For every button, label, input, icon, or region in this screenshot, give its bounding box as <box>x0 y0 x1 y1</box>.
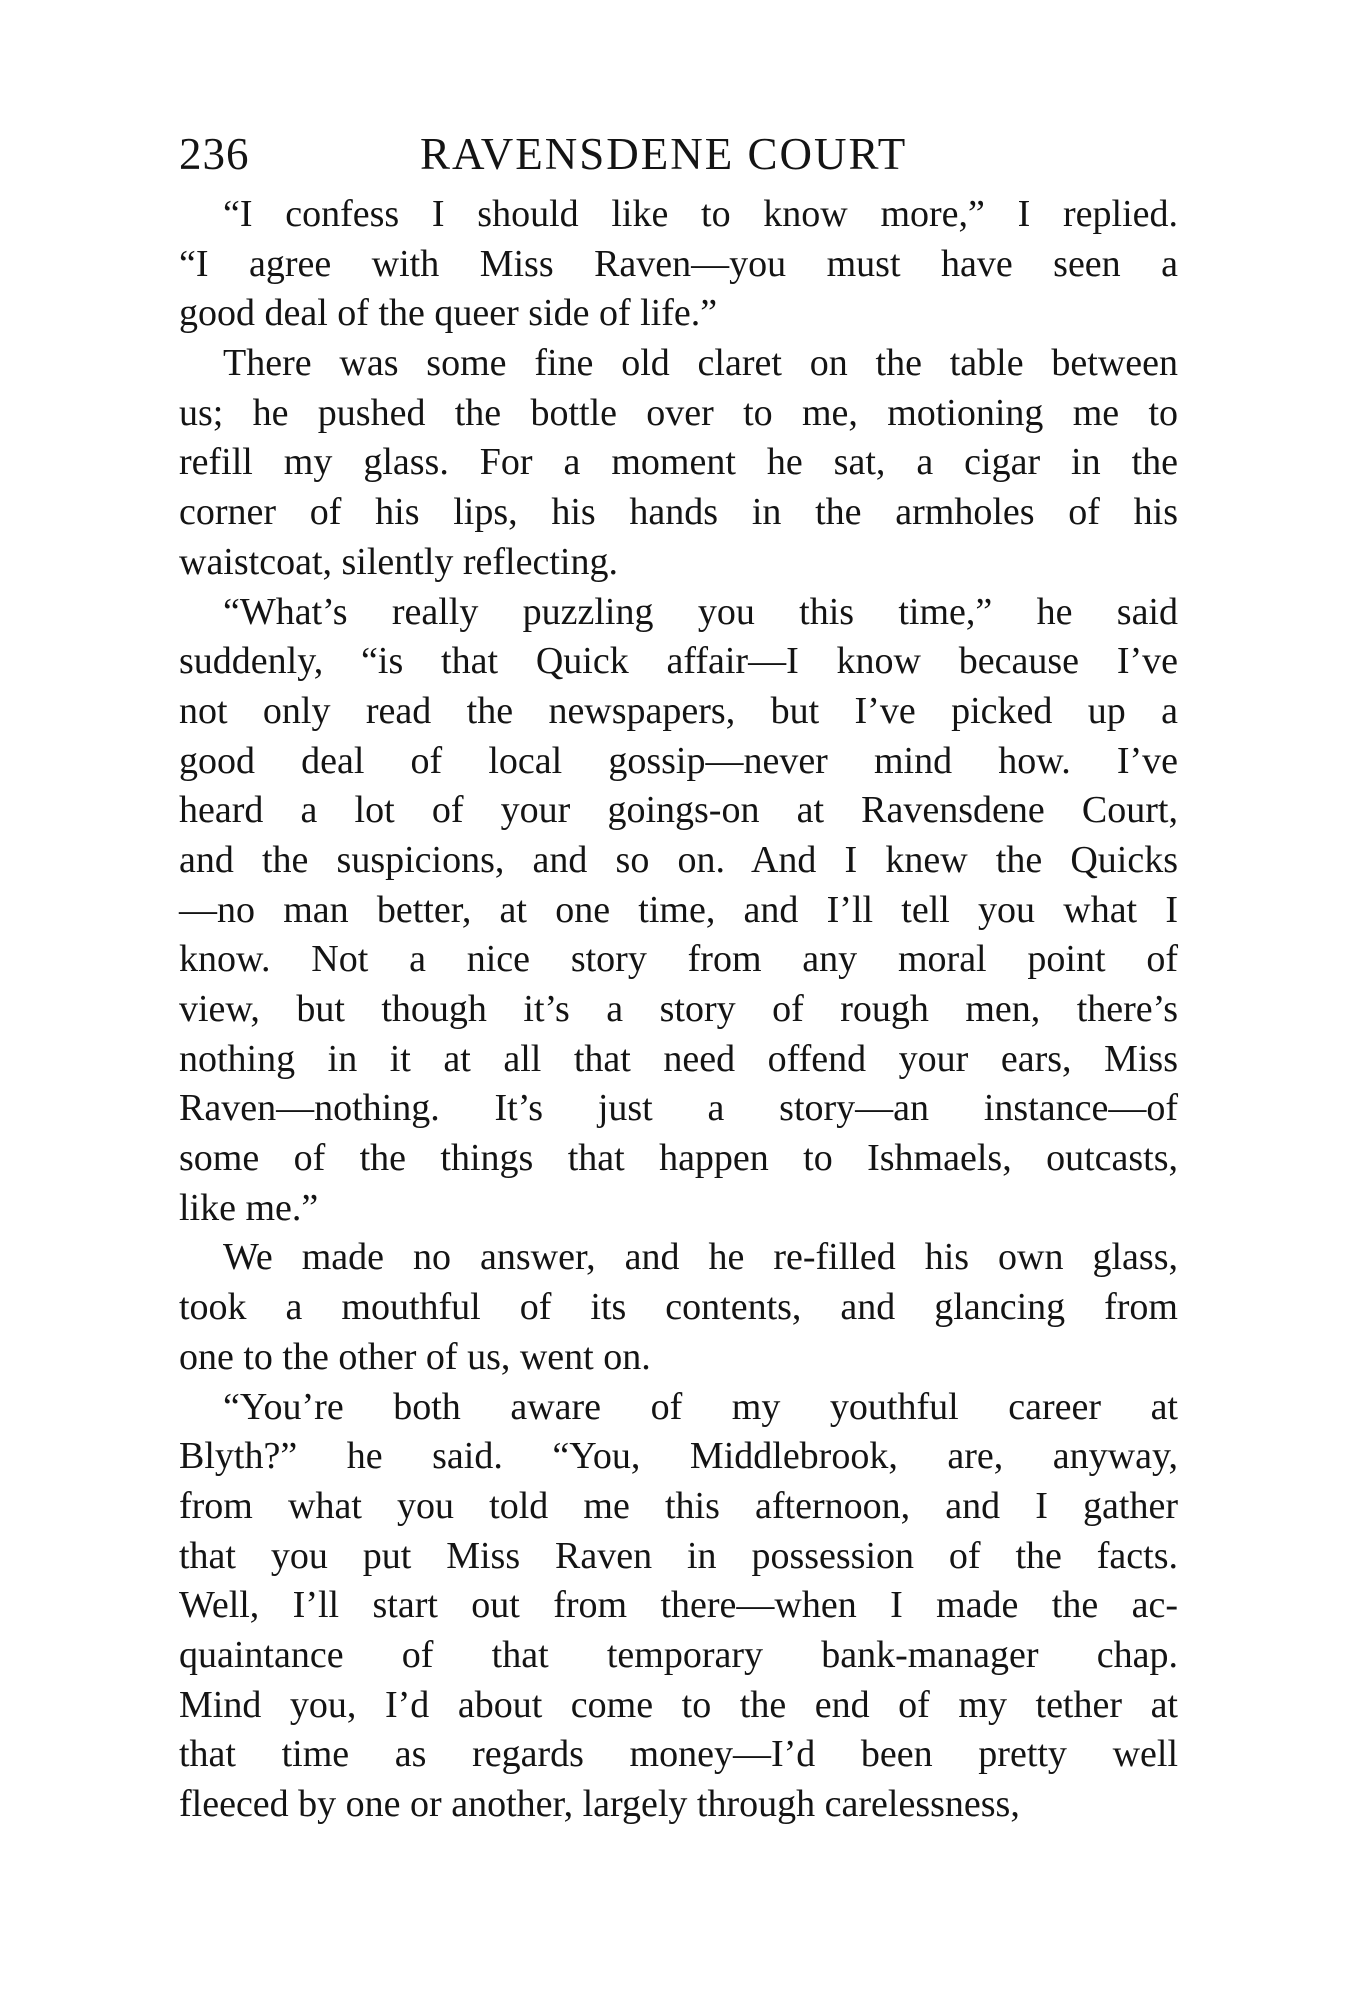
text-line: view, but though it’s a story of rough men, there’s <box>179 988 1178 1030</box>
text-line: refill my glass. For a moment he sat, a cigar in the <box>179 441 1178 484</box>
text-line: suddenly, “is that Quick affair—I know because I’ve <box>179 640 1178 683</box>
paragraph <box>179 339 1178 587</box>
text-line: like me.” <box>179 1186 319 1229</box>
text-line: good deal of local gossip—never mind how. I’ve <box>179 739 1178 782</box>
text-line: Blyth?” he said. “You, Middlebrook, are, anyway, <box>179 1435 1178 1478</box>
text-line: There was some fine old claret on the table between <box>223 342 1178 385</box>
text-line: “You’re both aware of my youthful career at <box>223 1385 1178 1428</box>
text-line: one to the other of us, went on. <box>179 1335 651 1378</box>
text-line: Mind you, I’d about come to the end of my tether at <box>179 1683 1178 1726</box>
running-title: RAVENSDENE COURT <box>420 129 908 179</box>
text-line: We made no answer, and he re-filled his own glass, <box>223 1236 1178 1279</box>
text-line: from what you told me this afternoon, and I gather <box>179 1484 1178 1527</box>
text-line: took a mouthful of its contents, and glancing from <box>179 1286 1178 1329</box>
text-line: some of the things that happen to Ishmaels, outcasts, <box>179 1137 1178 1180</box>
paragraph <box>179 1383 1178 1830</box>
text-line: quaintance of that temporary bank-manager chap. <box>179 1633 1178 1676</box>
text-line: heard a lot of your goings-on at Ravensdene Court, <box>179 789 1178 832</box>
paragraph <box>179 588 1178 1234</box>
text-line: good deal of the queer side of life.” <box>179 292 718 335</box>
text-line: waistcoat, silently reflecting. <box>179 540 618 583</box>
page-number: 236 <box>179 129 250 179</box>
running-head <box>179 126 1179 182</box>
text-line: Well, I’ll start out from there—when I made the ac- <box>179 1584 1178 1627</box>
paragraph <box>179 1233 1178 1382</box>
text-line: and the suspicions, and so on. And I knew the Quicks <box>179 838 1178 881</box>
text-line: nothing in it at all that need offend your ears, Miss <box>179 1037 1178 1080</box>
text-line: “I agree with Miss Raven—you must have seen a <box>179 242 1178 285</box>
text-line: know. Not a nice story from any moral point of <box>179 938 1178 981</box>
text-line: corner of his lips, his hands in the armholes of his <box>179 491 1178 534</box>
text-line: that time as regards money—I’d been pretty well <box>179 1733 1178 1776</box>
text-line: us; he pushed the bottle over to me, motioning me to <box>179 391 1178 434</box>
paragraph <box>179 190 1178 339</box>
text-line: that you put Miss Raven in possession of the facts. <box>179 1534 1178 1577</box>
text-line: “What’s really puzzling you this time,” he said <box>223 590 1178 633</box>
text-line: “I confess I should like to know more,” I replied. <box>223 193 1178 235</box>
text-line: —no man better, at one time, and I’ll tell you what I <box>179 888 1178 931</box>
text-line: fleeced by one or another, largely through carelessness, <box>179 1783 1020 1825</box>
text-line: Raven—nothing. It’s just a story—an instance—of <box>179 1087 1178 1130</box>
text-line: not only read the newspapers, but I’ve picked up a <box>179 689 1178 732</box>
body-text <box>179 190 1178 1830</box>
